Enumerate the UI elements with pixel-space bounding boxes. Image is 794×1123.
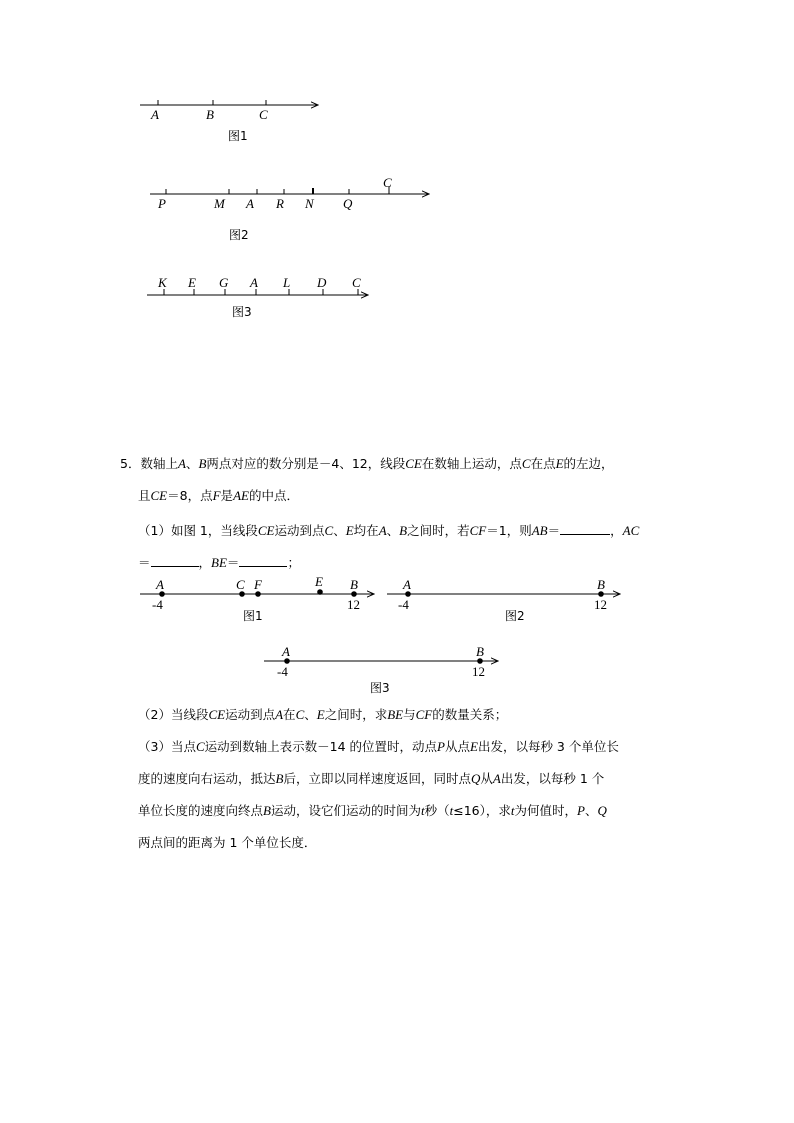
figure-caption: 图1 [243,609,263,623]
text: 数轴上 [140,456,178,471]
label-e: E [315,574,323,589]
text: 从 [480,771,493,786]
var: B [263,803,271,818]
point-e [317,589,323,595]
label-a: A [246,196,254,211]
text: 运动到点 [225,707,276,722]
answer-blank-ab[interactable] [560,520,610,535]
text: 两点间的距离为 1 个单位长度． [138,835,317,850]
label-b: B [597,577,605,592]
figure-caption: 图2 [505,609,525,623]
label-b: B [476,644,484,659]
text: 之间时，求 [324,707,388,722]
var: C [521,456,531,471]
label-a: A [403,577,411,592]
var: AE [233,488,249,503]
point-b [477,658,483,664]
var: A [177,456,186,471]
question-1-line-2 [138,552,300,571]
point-a [405,591,411,597]
label-g: G [219,275,229,290]
text: 单位长度的速度向终点 [138,803,264,818]
text: 出发，以每秒 3 个单位长 [477,739,619,754]
problem5-diagram-2 [387,577,620,623]
value-b: 12 [347,597,360,612]
text: 秒（ [424,803,450,818]
figure-caption: 图3 [370,681,390,695]
value-a: -4 [398,597,409,612]
label-e: E [188,275,196,290]
label-c: C [352,275,361,290]
text: 运动到点 [274,523,325,538]
label-n: N [305,196,314,211]
text: 在数轴上运动，点 [421,456,522,471]
question-3-line-2 [138,771,604,787]
label-q: Q [343,196,353,211]
text: ＝8，点 [167,488,213,503]
figure-caption: 图3 [232,305,252,319]
text: ＝ [226,555,240,570]
var: C [195,739,205,754]
text: 、 [333,523,346,538]
text: 运动到数轴上表示数－14 的位置时，动点 [204,739,438,754]
var: C [295,707,305,722]
point-c [239,591,245,597]
text: （3）当点 [138,739,196,754]
var: B [399,523,408,538]
point-a [284,658,290,664]
var: t [420,803,425,818]
point-f [255,591,261,597]
text: 出发，以每秒 1 个 [500,771,605,786]
var: AB [531,523,548,538]
label-f: F [254,577,262,592]
text: ， [610,523,623,538]
var: CE [405,456,422,471]
value-b: 12 [594,597,607,612]
var: E [316,707,325,722]
label-p: P [158,196,166,211]
question-3-line-1 [138,739,619,755]
text: 从点 [444,739,470,754]
var: CE [150,488,168,503]
value-a: -4 [277,664,288,679]
var: AC [622,523,640,538]
figure-caption: 图2 [229,228,249,242]
var: P [577,803,585,818]
answer-blank-ac[interactable] [151,552,199,567]
question-3-line-4 [138,835,316,851]
text: ≤16），求 [453,803,511,818]
text: （2）当线段 [138,707,209,722]
var: t [449,803,454,818]
var: P [437,739,445,754]
label-a: A [151,107,159,122]
var: BE [211,555,227,570]
point-a [159,591,165,597]
text: 均在 [353,523,379,538]
text: 的中点． [248,488,299,503]
var: t [510,803,515,818]
point-b [598,591,604,597]
label-c: C [259,107,268,122]
var: CF [415,707,433,722]
problem5-diagram-1 [140,574,374,623]
figure-3-number-line [147,275,368,319]
var: A [275,707,284,722]
value-b: 12 [472,664,485,679]
text: 运动，设它们运动的时间为 [270,803,421,818]
text: 之间时，若 [407,523,470,538]
var: E [469,739,478,754]
var: A [492,771,501,786]
figure-2-number-line [150,175,429,242]
var: Q [470,771,481,786]
var: B [198,456,207,471]
question-1-line-1 [138,520,639,539]
problem-number: 5． [120,456,141,471]
label-m: M [214,196,225,211]
text: 、 [185,456,199,471]
text: 且 [138,488,151,503]
var: A [378,523,387,538]
answer-blank-be[interactable] [239,552,287,567]
var: CF [469,523,487,538]
var: BE [387,707,404,722]
label-l: L [283,275,291,290]
var: CE [208,707,226,722]
var: Q [597,803,607,818]
text: ＝ [138,555,151,570]
var: B [275,771,284,786]
label-b: B [350,577,358,592]
text: 在 [283,707,296,722]
text: ， [198,555,212,570]
label-b: B [206,107,214,122]
var: F [212,488,221,503]
text: 后，立即以同样速度返回，同时点 [283,771,471,786]
text: 、 [386,523,400,538]
text: 与 [403,707,416,722]
problem5-intro-line-2 [138,488,299,504]
text: ； [287,555,300,570]
text: 在点 [530,456,556,471]
var: CE [257,523,275,538]
question-3-line-3 [138,803,607,819]
label-a: A [250,275,258,290]
point-b [351,591,357,597]
figure-caption: 图1 [228,129,248,143]
problem5-intro-line-1 [120,456,614,472]
question-2 [138,707,507,723]
var: E [345,523,354,538]
label-a: A [156,577,164,592]
label-k: K [158,275,167,290]
text: 为何值时， [514,803,578,818]
text: 、 [584,803,598,818]
value-a: -4 [152,597,163,612]
label-c: C [236,577,245,592]
text: （1）如图 1，当线段 [138,523,258,538]
text: 的数量关系； [432,707,508,722]
label-d: D [317,275,327,290]
label-a: A [282,644,290,659]
var: C [324,523,334,538]
text: 是 [220,488,234,503]
text: 度的速度向右运动，抵达 [138,771,276,786]
figure-1-number-line [140,100,318,143]
text: 、 [304,707,317,722]
label-c: C [383,175,392,190]
text: 的左边， [563,456,614,471]
text: 两点对应的数分别是－4、12，线段 [206,456,406,471]
var: E [555,456,564,471]
label-r: R [276,196,284,211]
problem5-diagram-3 [264,644,498,695]
text: ＝ [547,523,561,538]
text: ＝1，则 [486,523,532,538]
